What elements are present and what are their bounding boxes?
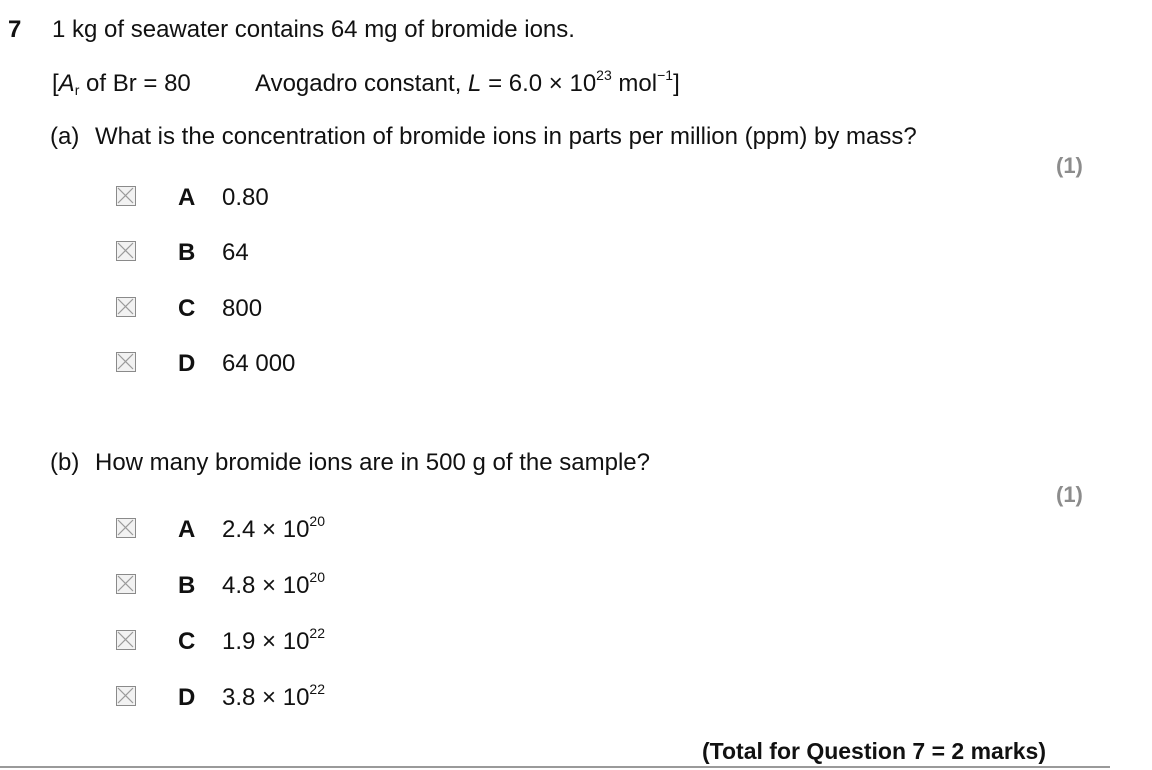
part-a-label: (a) — [50, 123, 80, 150]
checkbox[interactable] — [116, 186, 136, 206]
option-mantissa: 1.9 × 10 — [222, 628, 310, 655]
option-letter: D — [178, 350, 196, 377]
option-value: 0.80 — [222, 184, 269, 211]
option-value — [222, 569, 325, 600]
option-letter: B — [178, 239, 196, 266]
avogadro-unit: mol — [611, 70, 658, 97]
option-value — [222, 513, 325, 544]
question-total: (Total for Question 7 = 2 marks) — [702, 738, 1047, 764]
cross-icon — [117, 631, 134, 648]
option-value — [222, 625, 325, 656]
cross-icon — [117, 519, 134, 536]
checkbox[interactable] — [116, 241, 136, 261]
option-letter: C — [178, 628, 196, 655]
ar-symbol: A — [58, 70, 75, 97]
option-letter: D — [178, 684, 196, 711]
option-mantissa: 4.8 × 10 — [222, 572, 310, 599]
checkbox[interactable] — [116, 297, 136, 317]
option-value: 64 000 — [222, 350, 296, 377]
bottom-rule — [0, 766, 1110, 768]
part-b-marks: (1) — [1056, 482, 1083, 507]
option-exponent: 22 — [309, 625, 325, 641]
checkbox[interactable] — [116, 574, 136, 594]
checkbox[interactable] — [116, 630, 136, 650]
cross-icon — [117, 242, 134, 259]
cross-icon — [117, 353, 134, 370]
option-exponent: 20 — [309, 513, 325, 529]
part-a-marks: (1) — [1056, 153, 1083, 178]
option-mantissa: 3.8 × 10 — [222, 684, 310, 711]
cross-icon — [117, 298, 134, 315]
data-line-avogadro — [255, 67, 680, 98]
part-b-label: (b) — [50, 449, 80, 476]
avogadro-label: Avogadro constant, — [255, 70, 469, 97]
option-exponent: 22 — [309, 681, 325, 697]
data-close-bracket: ] — [673, 70, 680, 97]
ar-subscript: r — [74, 82, 80, 98]
avogadro-unit-exponent: −1 — [657, 67, 674, 83]
option-letter: C — [178, 295, 196, 322]
part-a-question: What is the concentration of bromide ions in parts per million (ppm) by mass? — [95, 123, 917, 150]
avogadro-value: = 6.0 × 10 — [481, 70, 597, 97]
ar-value: of Br = 80 — [79, 70, 191, 97]
avogadro-exponent: 23 — [596, 67, 612, 83]
cross-icon — [117, 687, 134, 704]
avogadro-symbol: L — [468, 70, 482, 97]
part-b-question: How many bromide ions are in 500 g of the sample? — [95, 449, 650, 476]
cross-icon — [117, 187, 134, 204]
option-letter: A — [178, 516, 196, 543]
cross-icon — [117, 575, 134, 592]
option-value: 800 — [222, 295, 263, 322]
checkbox[interactable] — [116, 518, 136, 538]
checkbox[interactable] — [116, 686, 136, 706]
option-exponent: 20 — [309, 569, 325, 585]
option-mantissa: 2.4 × 10 — [222, 516, 310, 543]
option-letter: A — [178, 184, 196, 211]
option-value — [222, 681, 325, 712]
option-value: 64 — [222, 239, 249, 266]
question-stem: 1 kg of seawater contains 64 mg of bromide ions. — [52, 16, 575, 43]
question-number: 7 — [8, 16, 22, 43]
option-letter: B — [178, 572, 196, 599]
data-open-bracket: [ — [52, 70, 59, 97]
checkbox[interactable] — [116, 352, 136, 372]
data-line-ar — [52, 70, 191, 98]
